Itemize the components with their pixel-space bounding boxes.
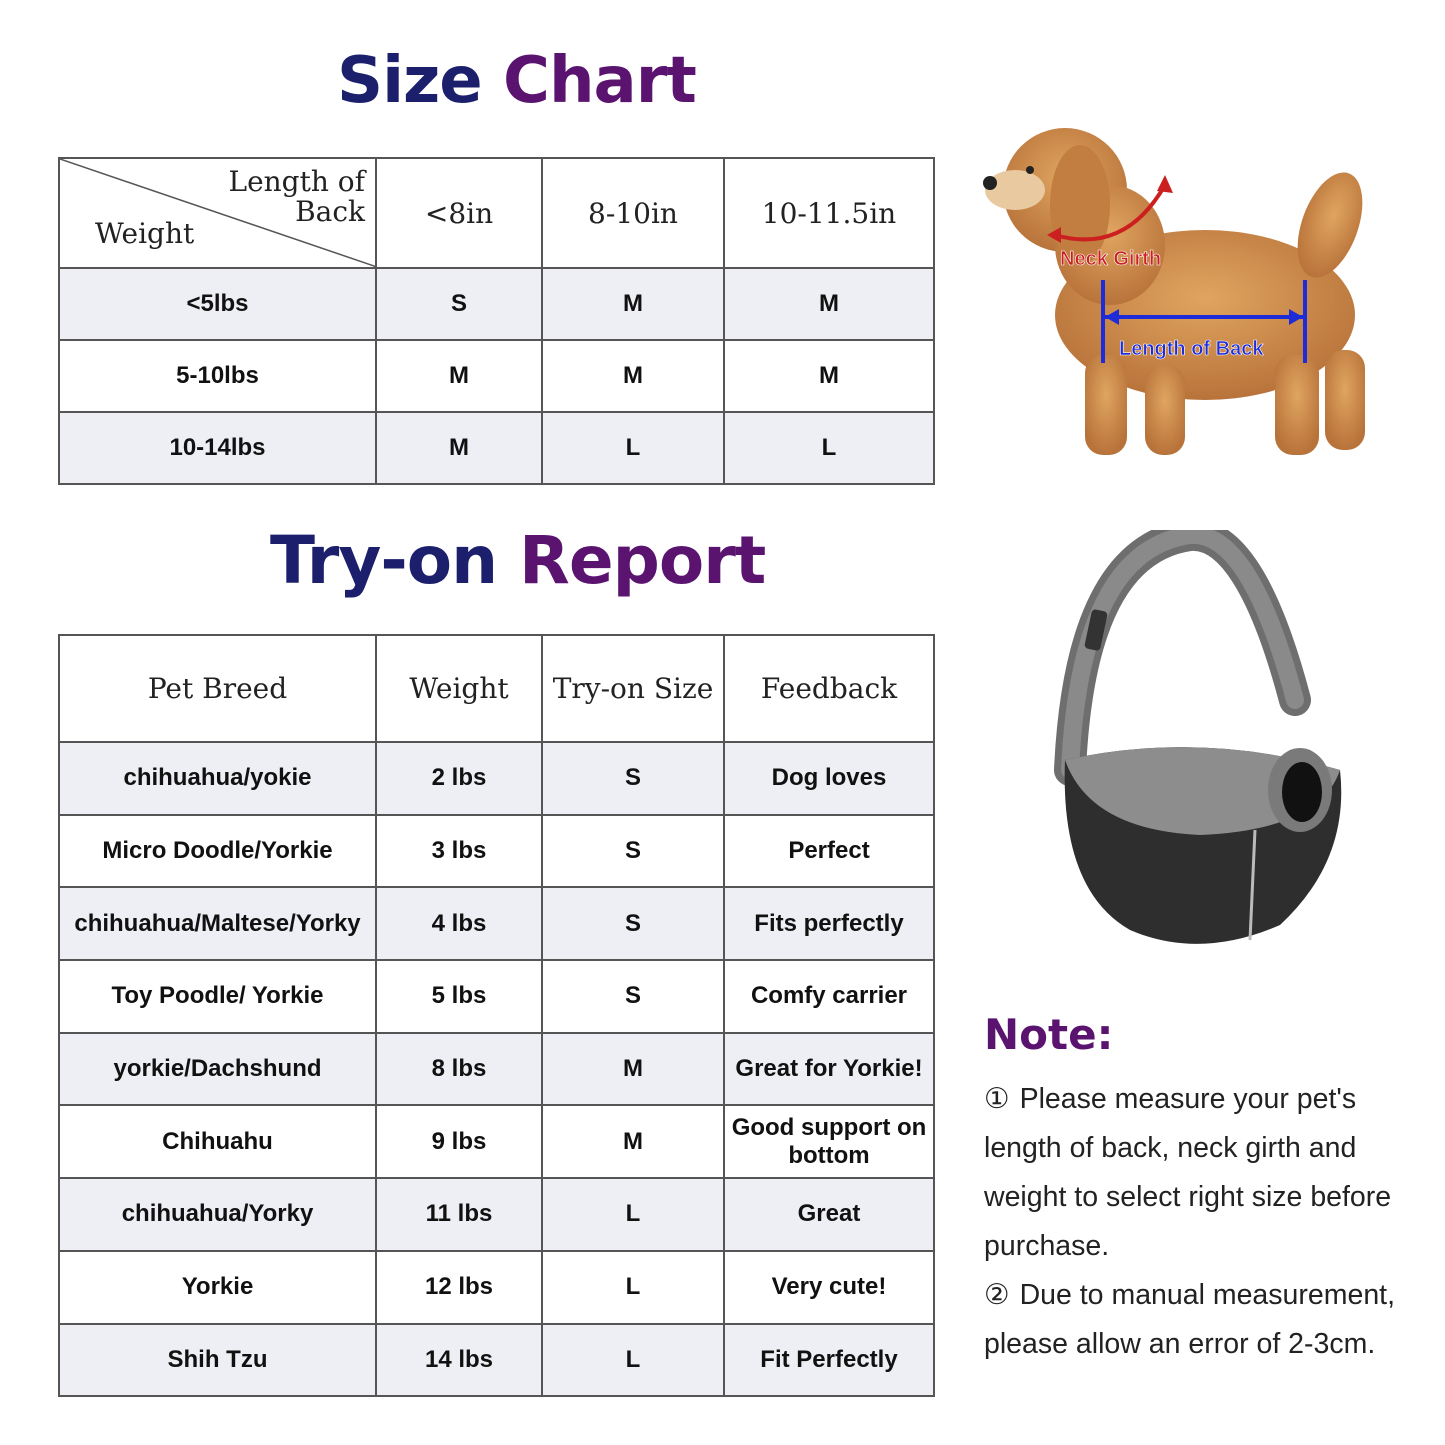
size-chart-header-row [59, 158, 934, 268]
size-cell: L [542, 412, 724, 484]
note-heading: Note: [984, 1010, 1114, 1059]
size-cell: M [542, 268, 724, 340]
weight-cell: 10-14lbs [59, 412, 376, 484]
note-marker-1: ① [984, 1083, 1010, 1115]
breed-cell: Toy Poodle/ Yorkie [59, 960, 376, 1033]
length-of-back-label [228, 167, 365, 227]
column-header-try-on-size: Try-on Size [542, 635, 724, 742]
size-cell: S [542, 960, 724, 1033]
feedback-cell: Perfect [724, 815, 934, 888]
report-row [59, 1033, 934, 1106]
report-row [59, 815, 934, 888]
sling-carrier-image [1050, 530, 1350, 950]
size-cell: M [542, 1033, 724, 1106]
size-row [59, 412, 934, 484]
size-cell: L [542, 1251, 724, 1324]
breed-cell: Chihuahu [59, 1105, 376, 1178]
neck-girth-label: Neck Girth [1060, 248, 1162, 270]
report-row [59, 1105, 934, 1178]
breed-cell: chihuahua/yokie [59, 742, 376, 815]
weight-cell: 8 lbs [376, 1033, 542, 1106]
note-marker-2: ② [984, 1279, 1010, 1311]
size-row [59, 340, 934, 412]
feedback-cell: Dog loves [724, 742, 934, 815]
column-header: <8in [376, 158, 542, 268]
weight-cell: <5lbs [59, 268, 376, 340]
size-chart-title-word-2: Chart [502, 44, 696, 118]
try-on-report-title [270, 522, 765, 599]
carrier-pouch [1065, 747, 1342, 944]
column-header-weight: Weight [376, 635, 542, 742]
try-on-report-table [58, 634, 935, 1397]
size-chart-title-word-1: Size [337, 44, 482, 118]
carrier-strap [1070, 535, 1295, 770]
feedback-cell: Great for Yorkie! [724, 1033, 934, 1106]
breed-cell: Shih Tzu [59, 1324, 376, 1397]
dog-measurement-illustration [975, 95, 1415, 475]
size-cell: S [376, 268, 542, 340]
size-cell: L [724, 412, 934, 484]
feedback-cell: Great [724, 1178, 934, 1251]
size-chart-corner-cell [59, 158, 376, 268]
report-header-row [59, 635, 934, 742]
length-of-back-diagram-label: Length of Back [1119, 338, 1264, 360]
feedback-cell: Very cute! [724, 1251, 934, 1324]
report-row [59, 742, 934, 815]
size-cell: M [724, 268, 934, 340]
column-header-feedback: Feedback [724, 635, 934, 742]
column-header: 8-10in [542, 158, 724, 268]
report-row [59, 960, 934, 1033]
weight-cell: 9 lbs [376, 1105, 542, 1178]
column-header: 10-11.5in [724, 158, 934, 268]
column-header-pet-breed: Pet Breed [59, 635, 376, 742]
size-cell: M [724, 340, 934, 412]
note-item [984, 1075, 1424, 1271]
weight-cell: 2 lbs [376, 742, 542, 815]
try-on-report-title-word-2: Report [519, 522, 766, 599]
breed-cell: Yorkie [59, 1251, 376, 1324]
breed-cell: chihuahua/Maltese/Yorky [59, 887, 376, 960]
size-cell: L [542, 1324, 724, 1397]
breed-cell: yorkie/Dachshund [59, 1033, 376, 1106]
feedback-cell: Fit Perfectly [724, 1324, 934, 1397]
weight-cell: 4 lbs [376, 887, 542, 960]
report-row [59, 1324, 934, 1397]
feedback-cell: Comfy carrier [724, 960, 934, 1033]
size-row [59, 268, 934, 340]
note-text-2: Due to manual measurement, please allow an error of 2-3cm. [984, 1279, 1396, 1360]
weight-cell: 11 lbs [376, 1178, 542, 1251]
length-of-back-label-line-1: Length of [228, 165, 365, 198]
weight-cell: 14 lbs [376, 1324, 542, 1397]
weight-cell: 3 lbs [376, 815, 542, 888]
report-row [59, 887, 934, 960]
note-text-1: Please measure your pet's length of back, neck girth and weight to select right size before purchase. [984, 1083, 1392, 1262]
report-row [59, 1251, 934, 1324]
size-chart-title [337, 44, 696, 118]
note-list [984, 1075, 1424, 1369]
report-row [59, 1178, 934, 1251]
size-chart-table [58, 157, 935, 485]
breed-cell: Micro Doodle/Yorkie [59, 815, 376, 888]
try-on-report-title-word-1: Try-on [270, 522, 498, 599]
breed-cell: chihuahua/Yorky [59, 1178, 376, 1251]
dog-body [1003, 128, 1375, 455]
size-cell: S [542, 887, 724, 960]
weight-cell: 5 lbs [376, 960, 542, 1033]
weight-cell: 12 lbs [376, 1251, 542, 1324]
length-of-back-label-line-2: Back [295, 195, 365, 228]
note-item [984, 1271, 1424, 1369]
size-cell: M [542, 340, 724, 412]
size-cell: M [376, 412, 542, 484]
size-cell: M [376, 340, 542, 412]
feedback-cell: Fits perfectly [724, 887, 934, 960]
weight-cell: 5-10lbs [59, 340, 376, 412]
weight-label: Weight [95, 217, 195, 250]
size-cell: L [542, 1178, 724, 1251]
feedback-cell: Good support on bottom [724, 1105, 934, 1178]
size-cell: S [542, 815, 724, 888]
size-cell: M [542, 1105, 724, 1178]
size-cell: S [542, 742, 724, 815]
